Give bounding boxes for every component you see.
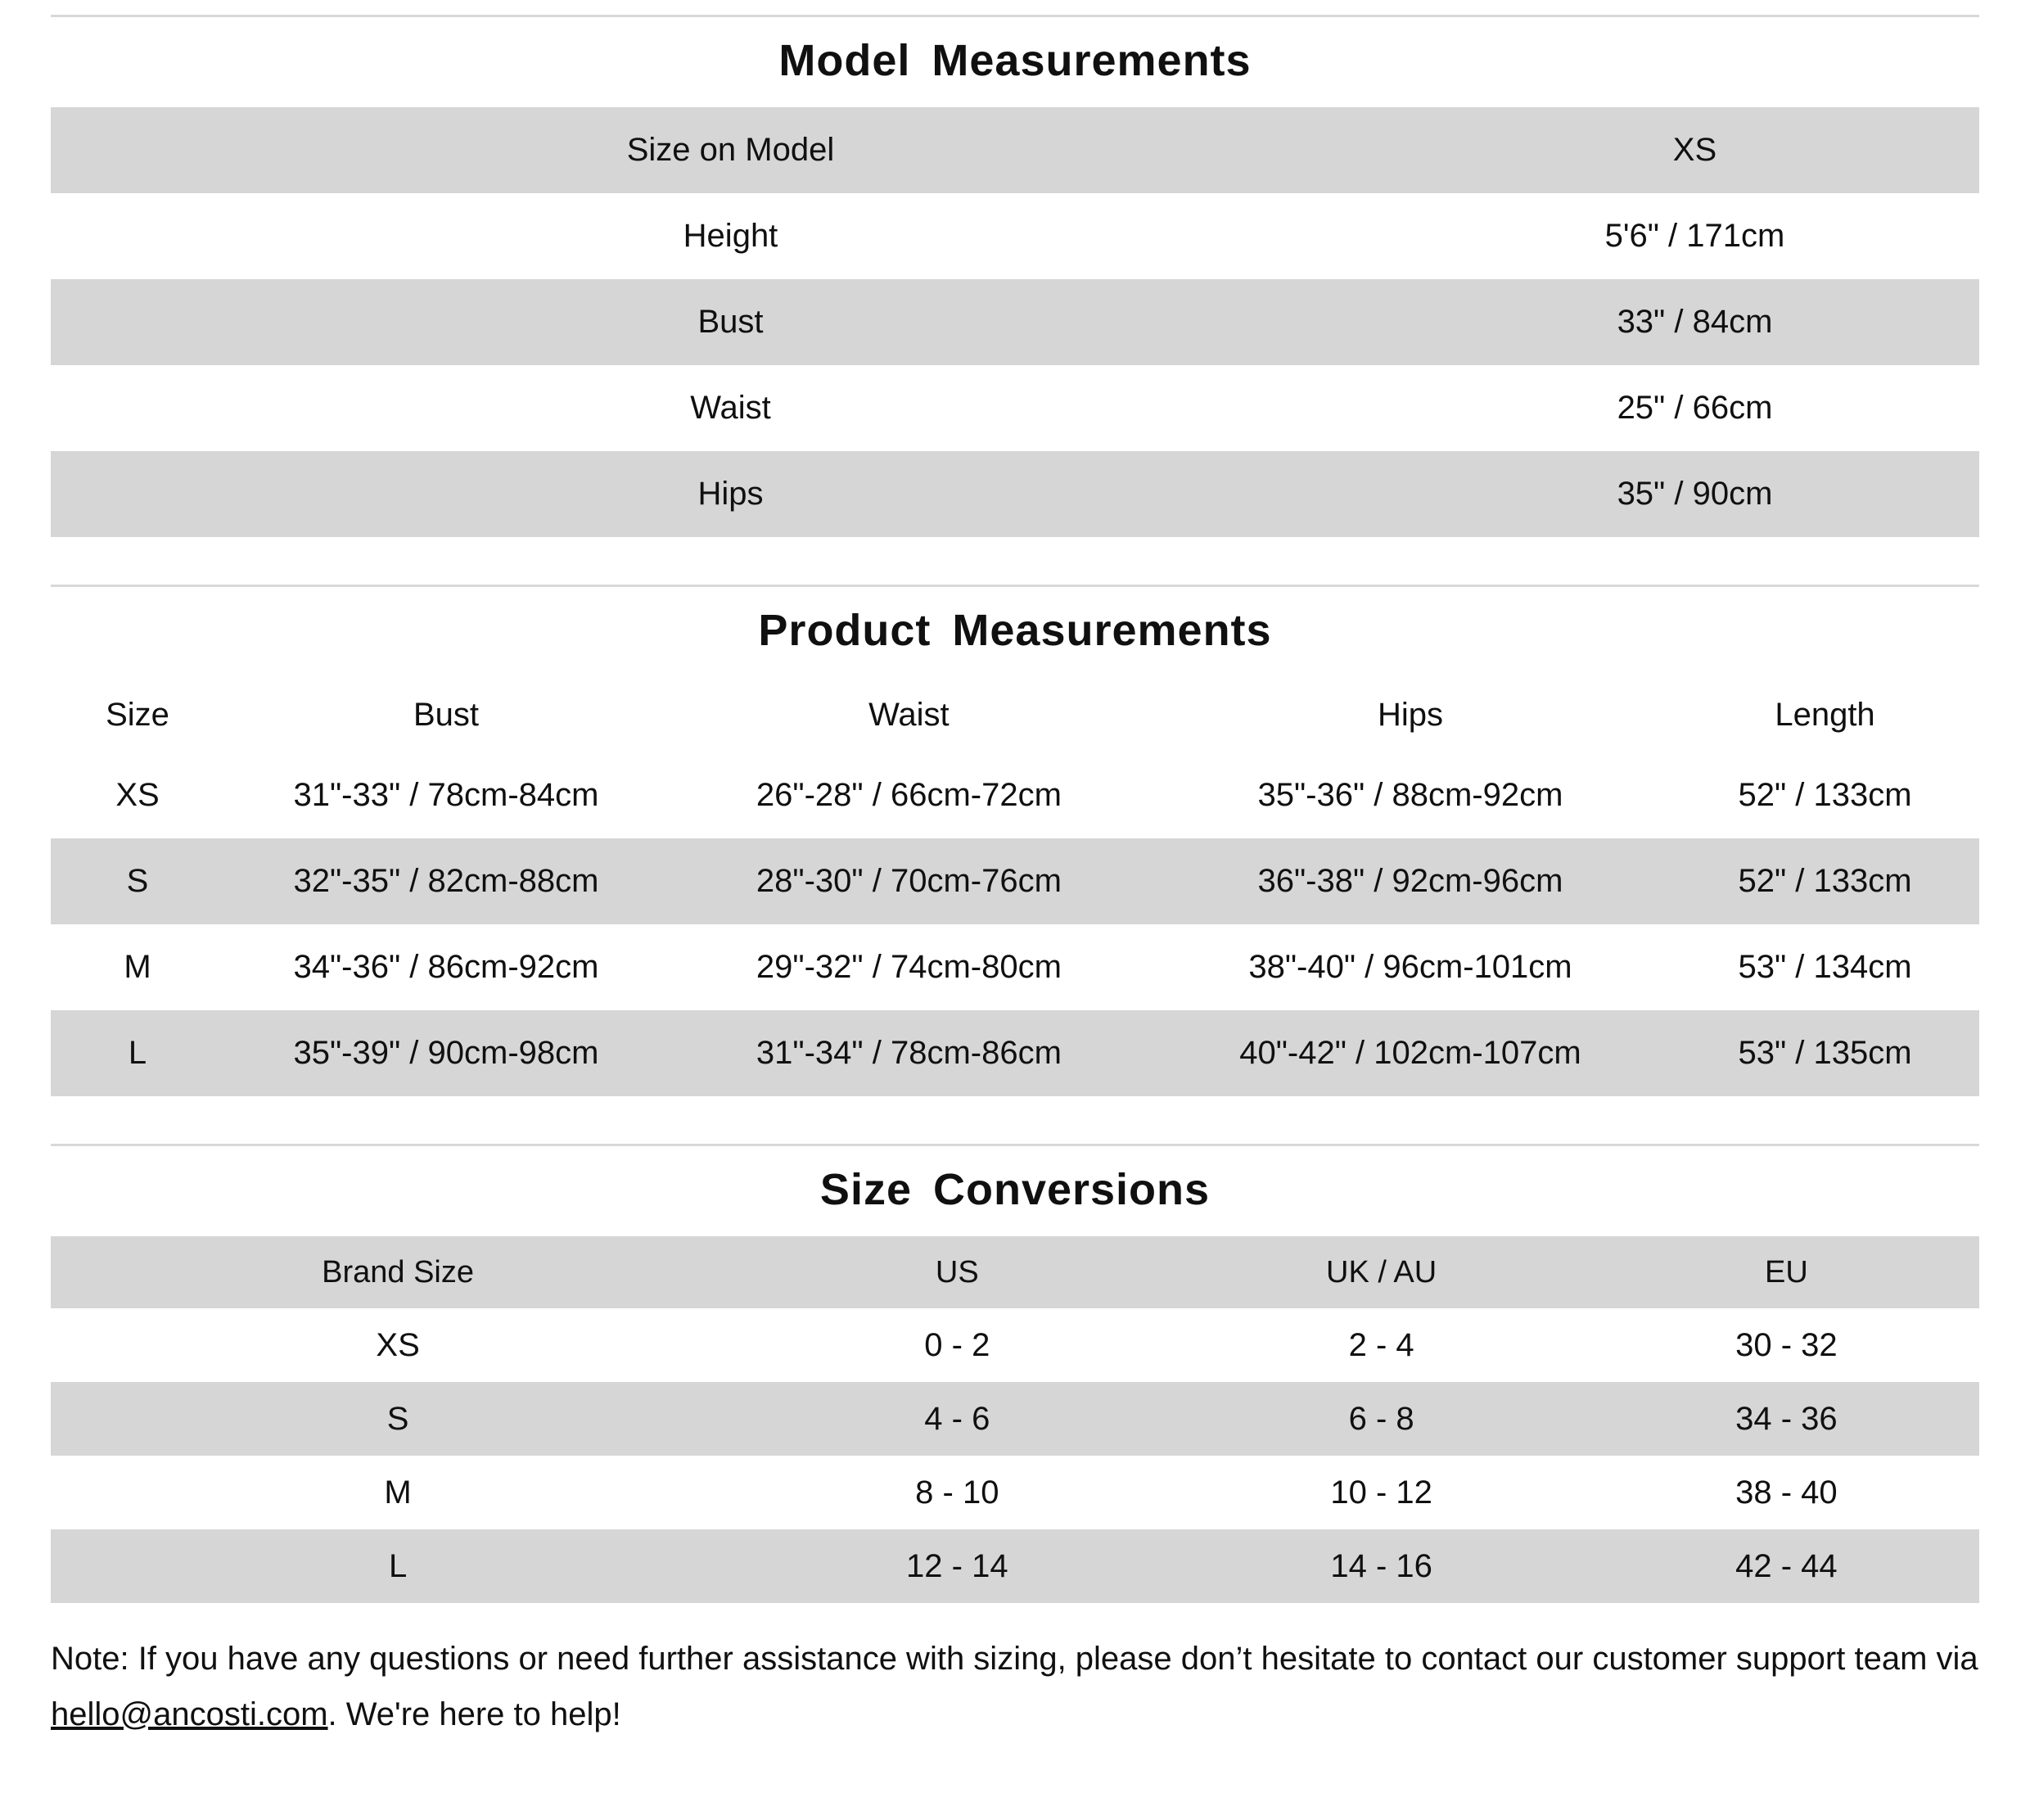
product-cell-length: 52" / 133cm (1738, 863, 1912, 899)
support-note (51, 1631, 1979, 1742)
model-row-label: Size on Model (626, 132, 835, 168)
product-cell-size: L (128, 1035, 147, 1071)
product-cell-waist: 28"-30" / 70cm-76cm (756, 863, 1062, 899)
model-row-value: 5'6" / 171cm (1604, 218, 1785, 254)
product-cell-length: 53" / 134cm (1738, 949, 1912, 985)
spacer (51, 1096, 1979, 1144)
conversion-cell-brand: L (388, 1547, 408, 1584)
conversion-cell-eu: 34 - 36 (1735, 1400, 1838, 1437)
product-measurements-table (51, 677, 1979, 1096)
size-guide-page (0, 15, 2030, 1742)
model-row-value: 33" / 84cm (1617, 304, 1773, 340)
model-row-label: Hips (697, 476, 764, 512)
conversion-cell-us: 8 - 10 (915, 1474, 999, 1511)
product-cell-size: S (126, 863, 149, 899)
note-text-before: Note: If you have any questions or need further assistance with sizing, please don’t hesitate to contact our customer support team via (51, 1641, 1978, 1677)
conversion-cell-uk: 6 - 8 (1348, 1400, 1414, 1437)
model-row-label: Bust (697, 304, 764, 340)
table-row (51, 924, 1979, 1010)
product-measurements-title: Product Measurements (758, 606, 1272, 655)
table-row (51, 451, 1979, 537)
model-row-label: Height (683, 218, 778, 254)
table-row (51, 1529, 1979, 1603)
spacer (51, 537, 1979, 585)
product-cell-hips: 40"-42" / 102cm-107cm (1239, 1035, 1581, 1071)
product-cell-length: 53" / 135cm (1738, 1035, 1912, 1071)
conversion-cell-eu: 42 - 44 (1735, 1547, 1838, 1584)
product-cell-length: 52" / 133cm (1738, 777, 1912, 813)
conversion-cell-us: 0 - 2 (924, 1326, 990, 1363)
model-row-value: 25" / 66cm (1617, 390, 1773, 426)
product-cell-size: XS (115, 777, 160, 813)
conversion-cell-us: 4 - 6 (924, 1400, 990, 1437)
product-cell-size: M (124, 949, 151, 985)
conversion-cell-uk: 10 - 12 (1330, 1474, 1432, 1511)
product-cell-bust: 32"-35" / 82cm-88cm (293, 863, 599, 899)
table-row (51, 1382, 1979, 1456)
model-measurements-title: Model Measurements (778, 36, 1252, 85)
conversion-cell-brand: S (386, 1400, 409, 1437)
size-conversions-table (51, 1236, 1979, 1603)
product-header-bust: Bust (413, 696, 479, 733)
conversion-cell-eu: 30 - 32 (1735, 1326, 1838, 1363)
table-header-row (51, 677, 1979, 752)
product-header-waist: Waist (868, 696, 950, 733)
conversions-section-divider (51, 1144, 1979, 1146)
size-conversions-title: Size Conversions (819, 1165, 1211, 1214)
table-row (51, 279, 1979, 365)
product-header-length: Length (1775, 696, 1875, 733)
table-row (51, 1010, 1979, 1096)
table-row (51, 107, 1979, 193)
conversion-header-uk-au: UK / AU (1326, 1254, 1437, 1289)
model-measurements-table (51, 107, 1979, 537)
product-cell-bust: 34"-36" / 86cm-92cm (293, 949, 599, 985)
product-section-divider (51, 585, 1979, 587)
product-cell-waist: 29"-32" / 74cm-80cm (756, 949, 1062, 985)
conversion-cell-brand: XS (376, 1326, 420, 1363)
product-header-size: Size (106, 696, 169, 733)
conversion-header-us: US (935, 1254, 979, 1289)
support-email-link[interactable]: hello@ancosti.com (51, 1696, 328, 1732)
product-cell-hips: 35"-36" / 88cm-92cm (1257, 777, 1563, 813)
table-row (51, 365, 1979, 451)
product-cell-hips: 38"-40" / 96cm-101cm (1248, 949, 1572, 985)
product-cell-hips: 36"-38" / 92cm-96cm (1257, 863, 1563, 899)
conversion-cell-uk: 2 - 4 (1348, 1326, 1414, 1363)
product-cell-bust: 35"-39" / 90cm-98cm (293, 1035, 599, 1071)
conversion-cell-brand: M (384, 1474, 412, 1511)
model-row-label: Waist (690, 390, 771, 426)
conversion-cell-eu: 38 - 40 (1735, 1474, 1838, 1511)
model-row-value: XS (1672, 132, 1717, 168)
conversion-cell-us: 12 - 14 (906, 1547, 1008, 1584)
conversion-header-eu: EU (1764, 1254, 1808, 1289)
product-cell-bust: 31"-33" / 78cm-84cm (293, 777, 599, 813)
table-row (51, 752, 1979, 838)
table-row (51, 838, 1979, 924)
top-divider (51, 15, 1979, 17)
note-text-after: . We're here to help! (327, 1696, 621, 1732)
table-row (51, 193, 1979, 279)
product-header-hips: Hips (1377, 696, 1443, 733)
model-row-value: 35" / 90cm (1617, 476, 1773, 512)
table-header-row (51, 1236, 1979, 1308)
product-cell-waist: 26"-28" / 66cm-72cm (756, 777, 1062, 813)
product-cell-waist: 31"-34" / 78cm-86cm (756, 1035, 1062, 1071)
conversion-cell-uk: 14 - 16 (1330, 1547, 1432, 1584)
table-row (51, 1456, 1979, 1529)
conversion-header-brand-size: Brand Size (322, 1254, 475, 1289)
table-row (51, 1308, 1979, 1382)
